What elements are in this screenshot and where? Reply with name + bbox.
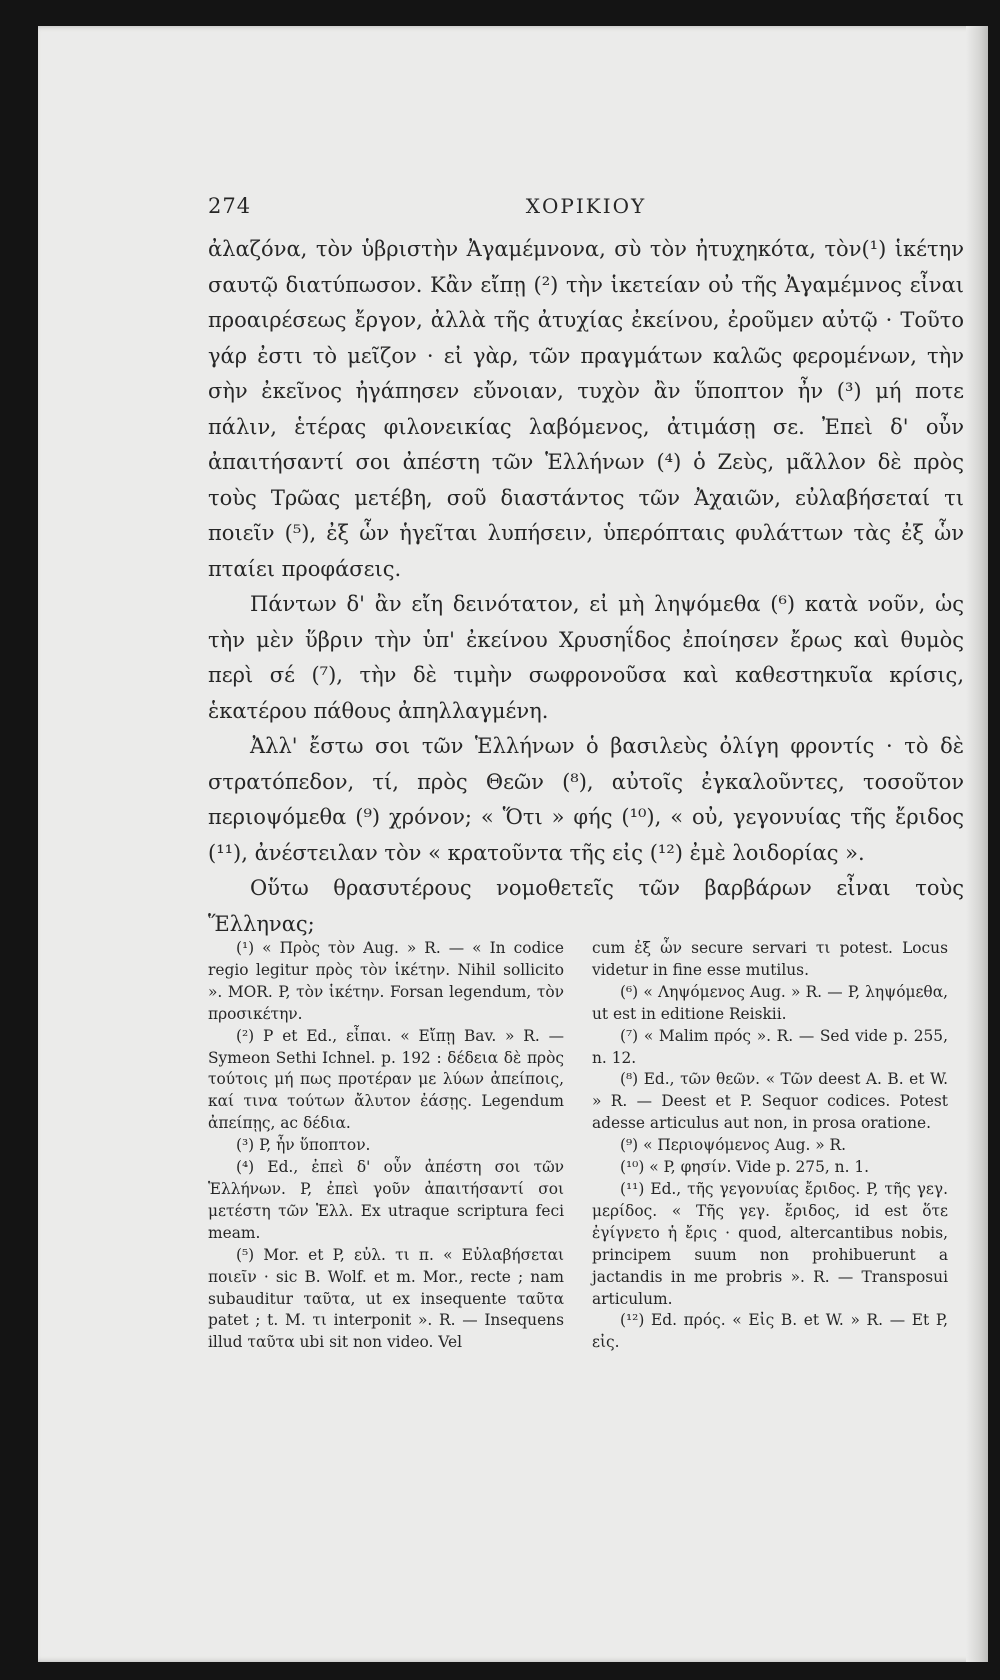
footnote: (¹⁰) « P, φησίν. Vide p. 275, n. 1. xyxy=(620,1158,870,1177)
footnote: cum ἐξ ὧν secure servari τι potest. Locus videtur in fine esse mutilus. xyxy=(592,939,948,979)
paragraph: Οὕτω θρασυτέρους νομοθετεῖς τῶν βαρβάρων εἶναι τοὺς Ἕλληνας; xyxy=(208,876,964,936)
footnote: (³) P, ἦν ὕποπτον. xyxy=(236,1136,371,1155)
footnote: (⁵) Mor. et P, εὐλ. τι π. « Εὐλαβήσεται ποιεῖν · sic B. Wolf. et m. Mor., recte ; nam subauditur ταῦτα, ut ex insequente ταῦτα patet ; t. M. τι interponit ». R. — Insequens illud ταῦτα ubi sit non video. Vel xyxy=(208,1245,564,1352)
footnotes-right-column xyxy=(592,938,948,1354)
footnote: (⁴) Ed., ἐπεὶ δ' οὖν ἀπέστη σοι τῶν Ἑλλήνων. P, ἐπεὶ γοῦν ἀπαιτήσαντί σοι μετέστη τῶν Ἑλλ. Ex utraque scriptura feci meam. xyxy=(208,1158,564,1242)
paragraph: Πάντων δ' ἂν εἴη δεινότατον, εἰ μὴ ληψόμεθα (⁶) κατὰ νοῦν, ὡς τὴν μὲν ὕβριν τὴν ὑπ' ἐκείνου Χρυσηΐδος ἐποίησεν ἔρως καὶ θυμὸς περὶ σέ (⁷), τὴν δὲ τιμὴν σωφρονοῦσα καὶ καθεστηκυῖα κρίσις, ἑκατέρου πάθους ἀπηλλαγμένη. xyxy=(208,592,964,723)
footnote: (¹¹) Ed., τῆς γεγονυίας ἔριδος. P, τῆς γεγ. μερίδος. « Τῆς γεγ. ἔριδος, id est ὅτε ἐγίγνετο ἡ ἔρις · quod, altercantibus nobis, principem suum non prohibuerunt a jactandis in me probris ». R. — Transposui articulum. xyxy=(592,1179,948,1308)
running-head: ΧΟΡΙΚΙΟΥ xyxy=(525,194,647,218)
main-text xyxy=(208,232,964,942)
page-number: 274 xyxy=(208,194,252,218)
footnote: (¹²) Ed. πρός. « Εἰς B. et W. » R. — Et P, εἰς. xyxy=(592,1311,948,1352)
footnote: (⁶) « Ληψόμενος Aug. » R. — P, ληψόμεθα, ut est in editione Reiskii. xyxy=(592,982,948,1023)
footnotes-left-column xyxy=(208,938,564,1354)
page-header xyxy=(208,194,964,224)
footnote: (⁹) « Περιοψόμενος Aug. » R. xyxy=(620,1136,847,1155)
footnote: (⁷) « Malim πρός ». R. — Sed vide p. 255, n. 12. xyxy=(592,1026,948,1067)
footnote: (⁸) Ed., τῶν θεῶν. « Τῶν deest A. B. et W. » R. — Deest et P. Sequor codices. Potest adesse articulus aut non, in prosa oratione. xyxy=(592,1070,948,1133)
page-gutter-shadow xyxy=(966,26,988,1662)
footnote: (¹) « Πρὸς τὸν Aug. » R. — « In codice regio legitur πρὸς τὸν ἱκέτην. Nihil sollicito ». MOR. P, τὸν ἱκέτην. Forsan legendum, τὸν προσικέτην. xyxy=(208,939,564,1023)
paragraph: Ἀλλ' ἔστω σοι τῶν Ἑλλήνων ὁ βασιλεὺς ὀλίγη φροντίς · τὸ δὲ στρατόπεδον, τί, πρὸς Θεῶν (⁸), αὐτοῖς ἐγκαλοῦντες, τοσοῦτον περιοψόμεθα (⁹) χρόνον; « Ὅτι » φής (¹⁰), « οὐ, γεγονυίας τῆς ἔριδος (¹¹), ἀνέστειλαν τὸν « κρατοῦντα τῆς εἰς (¹²) ἐμὲ λοιδορίας ». xyxy=(208,734,964,865)
paragraph: ἀλαζόνα, τὸν ὑβριστὴν Ἀγαμέμνονα, σὺ τὸν ἠτυχηκότα, τὸν(¹) ἱκέτην σαυτῷ διατύπωσον. Κἂν εἴπῃ (²) τὴν ἱκετείαν οὐ τῆς Ἀγαμέμνος εἶναι προαιρέσεως ἔργον, ἀλλὰ τῆς ἀτυχίας ἐκείνου, ἐροῦμεν αὐτῷ · Τοῦτο γάρ ἐστι τὸ μεῖζον · εἰ γὰρ, τῶν πραγμάτων καλῶς φερομένων, τὴν σὴν ἐκεῖνος ἠγάπησεν εὔνοιαν, τυχὸν ἂν ὕποπτον ἦν (³) μή ποτε πάλιν, ἑτέρας φιλονεικίας λαβόμενος, ἀτιμάσῃ σε. Ἐπεὶ δ' οὖν ἀπαιτήσαντί σοι ἀπέστη τῶν Ἑλλήνων (⁴) ὁ Ζεὺς, μᾶλλον δὲ πρὸς τοὺς Τρῶας μετέβη, σοῦ διαστάντος τῶν Ἀχαιῶν, εὐλαβήσεταί τι ποιεῖν (⁵), ἐξ ὧν ἡγεῖται λυπήσειν, ὑπερόπταις φυλάττων τὰς ἐξ ὧν πταίει προφάσεις. xyxy=(208,237,964,581)
footnote: (²) P et Ed., εἶπαι. « Εἴπῃ Bav. » R. — Symeon Sethi Ichnel. p. 192 : δέδεια δὲ πρὸς τούτοις μή πως προτέραν με λύων ἀπείποις, καί τινα τούτων ἄλυτον ἐάσῃς. Legendum ἀπείπῃς, ac δέδια. xyxy=(208,1026,564,1133)
